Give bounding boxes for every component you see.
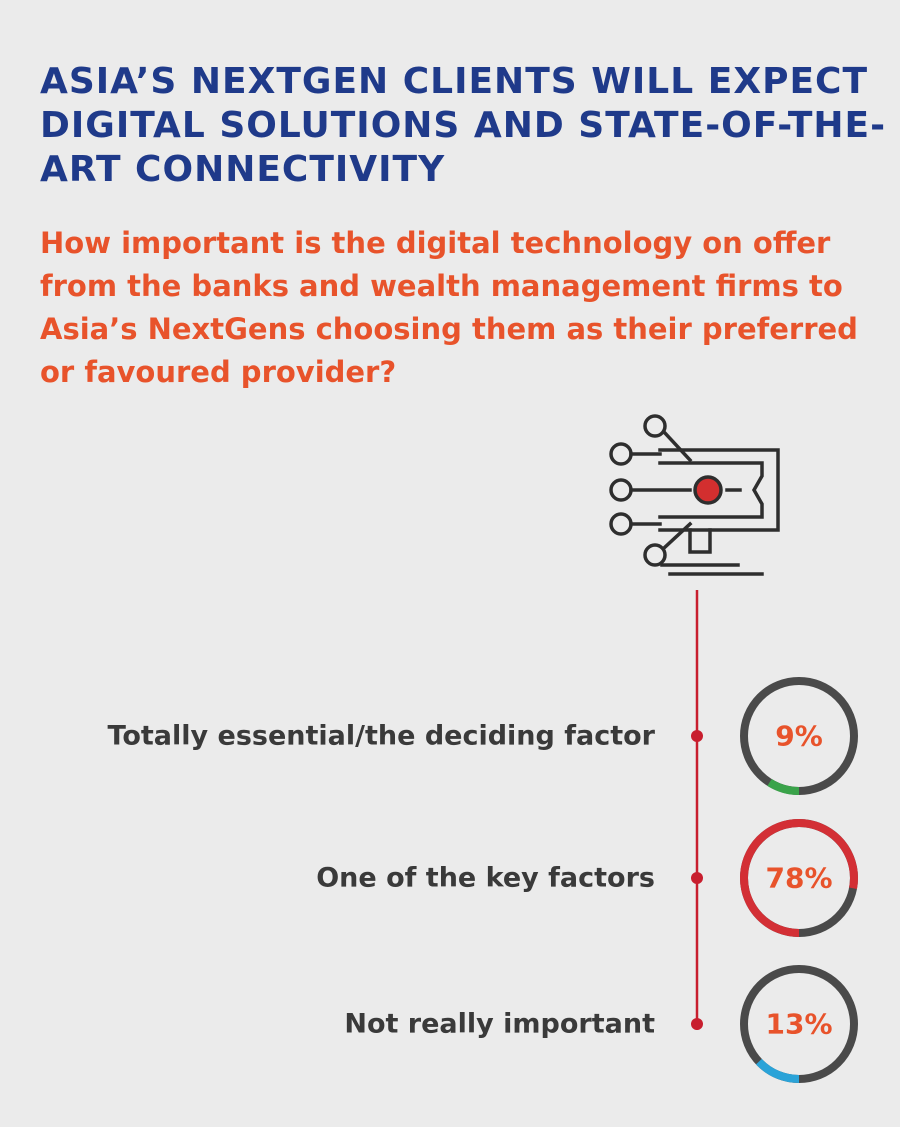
headline-line: ART CONNECTIVITY xyxy=(40,149,446,190)
timeline-dot xyxy=(691,730,703,742)
value-label: 9% xyxy=(775,719,823,753)
category-label: One of the key factors xyxy=(316,862,655,894)
icon-red-dot xyxy=(695,477,721,503)
donut-value-arc xyxy=(759,1062,799,1079)
category-label: Totally essential/the deciding factor xyxy=(107,720,655,752)
value-label: 13% xyxy=(765,1007,833,1041)
headline-line: ASIA’S NEXTGEN CLIENTS WILL EXPECT xyxy=(40,61,869,102)
timeline-dot xyxy=(691,872,703,884)
timeline-dot xyxy=(691,1018,703,1030)
value-label: 78% xyxy=(765,861,833,895)
headline-line: DIGITAL SOLUTIONS AND STATE-OF-THE- xyxy=(40,105,887,146)
question-line: from the banks and wealth management firms to xyxy=(40,269,843,303)
question-line: or favoured provider? xyxy=(40,355,397,389)
category-label: Not really important xyxy=(344,1008,655,1040)
question-line: Asia’s NextGens choosing them as their preferred xyxy=(40,312,858,346)
donut-value-arc xyxy=(770,782,799,791)
question-line: How important is the digital technology on offer xyxy=(40,226,831,260)
